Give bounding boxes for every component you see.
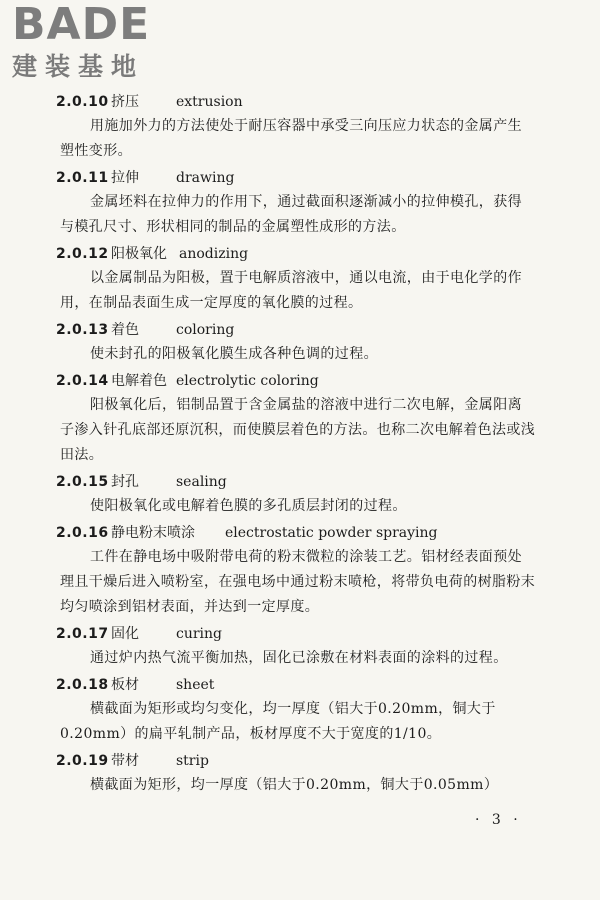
document-page [56,90,536,800]
term-definition: 以金属制品为阳极，置于电解质溶液中，通以电流，由于电化学的作用，在制品表面生成一定厚度的氧化膜的过程。 [60,270,522,311]
term-heading [56,90,536,114]
term-number: 2.0.15 [56,474,109,490]
term-chinese: 拉伸 [111,170,139,186]
term-chinese: 电解着色 [111,373,167,389]
term-definition: 通过炉内热气流平衡加热，固化已涂敷在材料表面的涂料的过程。 [90,650,508,666]
term-number: 2.0.16 [56,525,109,541]
term-definition: 横截面为矩形，均一厚度（铝大于0.20mm，铜大于0.05mm） [90,777,499,793]
term-chinese: 板材 [111,677,139,693]
term-english: sealing [176,474,227,490]
term-number: 2.0.10 [56,94,109,110]
term-chinese: 固化 [111,626,139,642]
term-definition: 金属坯料在拉伸力的作用下，通过截面积逐渐减小的拉伸模孔，获得与模孔尺寸、形状相同的制品的金属塑性成形的方法。 [60,194,522,235]
term-heading [56,749,536,773]
page-number: · 3 · [475,812,522,828]
term-definition: 横截面为矩形或均匀变化，均一厚度（铝大于0.20mm，铜大于0.20mm）的扁平轧制产品，板材厚度不大于宽度的1/10。 [60,701,496,742]
term-heading [56,166,536,190]
term-english: strip [176,753,209,769]
term-english: anodizing [179,246,249,262]
term-heading [56,673,536,697]
watermark-logo [12,2,182,90]
term-definition: 使未封孔的阳极氧化膜生成各种色调的过程。 [90,346,378,362]
term-english: extrusion [176,94,243,110]
term-heading [56,318,536,342]
term-heading [56,622,536,646]
term-number: 2.0.14 [56,373,109,389]
term-definition: 用施加外力的方法使处于耐压容器中承受三向压应力状态的金属产生塑性变形。 [60,118,522,159]
term-english: sheet [176,677,215,693]
term-chinese: 阳极氧化 [111,246,167,262]
term-definition: 工件在静电场中吸附带电荷的粉末微粒的涂装工艺。铝材经表面预处理且干燥后进入喷粉室，在强电场中通过粉末喷枪，将带负电荷的树脂粉末均匀喷涂到铝材表面，并达到一定厚度。 [60,549,536,615]
term-definition: 使阳极氧化或电解着色膜的多孔质层封闭的过程。 [90,498,407,514]
term-number: 2.0.13 [56,322,109,338]
term-heading [56,369,536,393]
term-heading [56,470,536,494]
term-english: electrostatic powder spraying [225,525,438,541]
term-number: 2.0.11 [56,170,109,186]
term-definition: 阳极氧化后，铝制品置于含金属盐的溶液中进行二次电解，金属阳离子渗入针孔底部还原沉积，而使膜层着色的方法。也称二次电解着色法或浅田法。 [60,397,536,463]
term-chinese: 封孔 [111,474,139,490]
term-heading [56,242,536,266]
term-number: 2.0.18 [56,677,109,693]
watermark-logo-text: BADE [12,0,151,50]
term-chinese: 着色 [111,322,139,338]
term-heading [56,521,536,545]
term-chinese: 挤压 [111,94,139,110]
term-english: curing [176,626,223,642]
term-number: 2.0.12 [56,246,109,262]
term-number: 2.0.17 [56,626,109,642]
term-english: coloring [176,322,235,338]
watermark-subtitle: 建装基地 [12,52,145,81]
term-chinese: 静电粉末喷涂 [111,525,195,541]
term-english: electrolytic coloring [176,373,319,389]
term-number: 2.0.19 [56,753,109,769]
term-chinese: 带材 [111,753,139,769]
term-english: drawing [176,170,235,186]
